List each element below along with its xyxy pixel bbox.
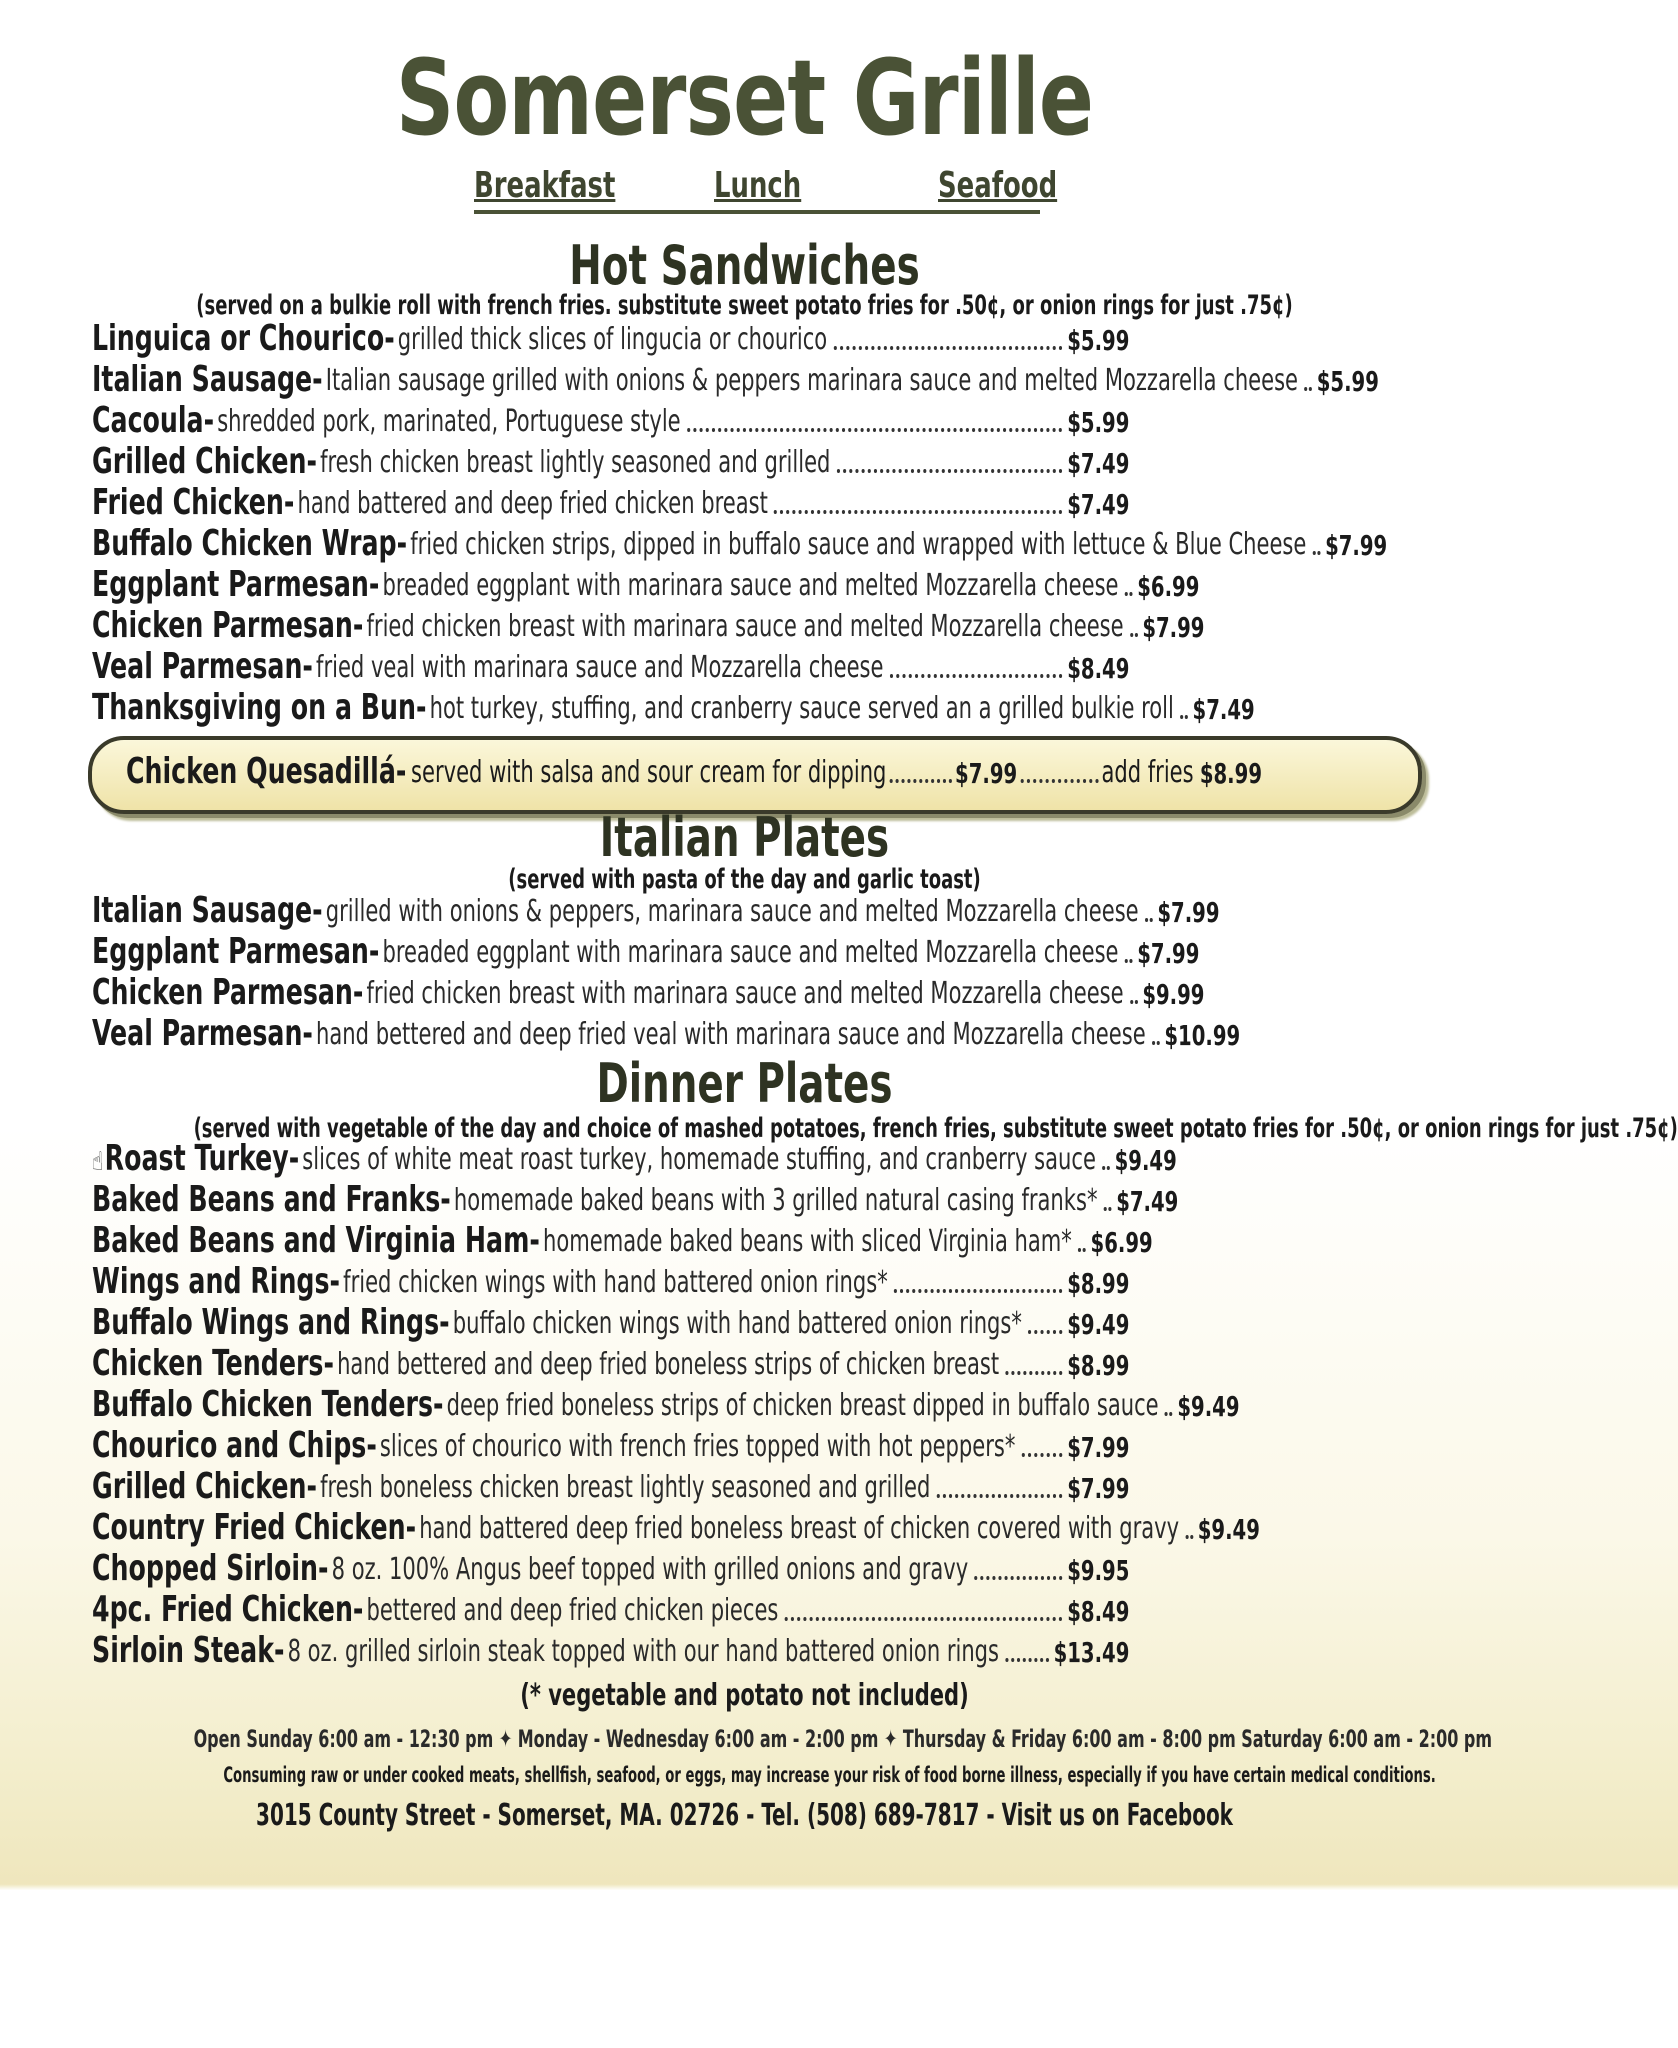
item-description: breaded eggplant with marinara sauce and melted Mozzarella cheese [382,935,1119,970]
item-name: Thanksgiving on a Bun- [92,687,427,728]
italian-plates-list [92,890,1422,1054]
special-fries-price: $8.99 [1199,757,1262,790]
dinner-plate-item [92,1425,1422,1466]
item-description: bettered and deep fried chicken pieces [366,1593,779,1628]
address-contact: 3015 County Street - Somerset, MA. 02726 - Tel. (508) 689-7817 - Visit us on Facebook [256,1798,1233,1833]
item-description: hand bettered and deep fried veal with marinara sauce and Mozzarella cheese [316,1017,1146,1052]
restaurant-title: Somerset Grille [395,37,1094,159]
hot-sandwich-item [92,605,1422,646]
dot-leader [785,1617,1063,1621]
item-name: Chicken Tenders- [92,1343,334,1384]
dot-leader [1005,1658,1049,1662]
item-price: $13.49 [1053,1636,1130,1669]
dot-leader [937,1494,1063,1498]
item-name: Sirloin Steak- [92,1630,285,1671]
hot-sandwiches-list [92,318,1422,728]
dot-leader [1145,918,1153,922]
dot-leader [1180,715,1188,719]
item-price: $8.99 [1067,1267,1130,1300]
item-price: $8.49 [1067,652,1130,685]
item-description: hand battered and deep fried chicken breast [297,486,768,521]
item-description: breaded eggplant with marinara sauce and melted Mozzarella cheese [382,568,1119,603]
dinner-plate-item [92,1138,1422,1179]
item-price: $9.49 [1197,1513,1260,1546]
item-description: hot turkey, stuffing, and cranberry sauce served an a grilled bulkie roll [429,691,1174,726]
opening-hours: Open Sunday 6:00 am - 12:30 pm ✦ Monday - Wednesday 6:00 am - 2:00 pm ✦ Thursday & Friday 6:00 am - 8:00 pm Saturday 6:00 am - 2:00 pm [193,1725,1493,1753]
item-price: $7.99 [1142,611,1205,644]
item-price: $10.99 [1164,1019,1241,1052]
dot-leader [1020,779,1098,783]
item-description: fresh chicken breast lightly seasoned and grilled [320,445,831,480]
item-price: $9.95 [1067,1554,1130,1587]
italian-plate-item [92,972,1422,1013]
item-price: $7.99 [1137,937,1200,970]
dot-leader [1185,1535,1193,1539]
dinner-plates-note: (served with vegetable of the day and choice of mashed potatoes, french fries, substitute sweet potato fries for .50¢, or onion rings for just .75¢) [193,1113,1678,1144]
item-name: Buffalo Chicken Wrap- [92,523,408,564]
item-name: Chicken Parmesan- [92,605,364,646]
item-description: fried chicken breast with marinara sauce and melted Mozzarella cheese [366,976,1124,1011]
dot-leader [1078,1248,1086,1252]
item-name: Grilled Chicken- [92,1466,317,1507]
dot-leader [1130,633,1138,637]
dot-leader [1304,387,1312,391]
special-fries-label: add fries [1101,755,1194,790]
dinner-plates-title: Dinner Plates [596,1052,893,1115]
dinner-plates-list [92,1138,1422,1671]
italian-plate-item [92,1013,1422,1054]
hot-sandwich-item [92,400,1422,441]
item-name: Chopped Sirloin- [92,1548,329,1589]
item-name: Wings and Rings- [92,1261,341,1302]
item-description: fried chicken strips, dipped in buffalo sauce and wrapped with lettuce & Blue Cheese [410,527,1307,562]
item-price: $7.99 [1157,896,1220,929]
hot-sandwiches-title: Hot Sandwiches [569,234,920,297]
hot-sandwich-item [92,564,1422,605]
dinner-plate-item [92,1507,1422,1548]
item-name: Baked Beans and Franks- [92,1179,451,1220]
item-name: Buffalo Wings and Rings- [92,1302,450,1343]
item-price: $7.49 [1192,693,1255,726]
dot-leader [1022,1453,1063,1457]
item-name: Veal Parmesan- [92,646,313,687]
dot-leader [974,1576,1062,1580]
hot-sandwich-item [92,482,1422,523]
item-description: grilled with onions & peppers, marinara sauce and melted Mozzarella cheese [325,894,1139,929]
hot-sandwich-item [92,646,1422,687]
item-price: $9.49 [1067,1308,1130,1341]
item-price: $8.49 [1067,1595,1130,1628]
category-breakfast: Breakfast [474,165,616,206]
item-price: $7.99 [1067,1431,1130,1464]
item-price: $7.49 [1067,488,1130,521]
dot-leader [1028,1330,1062,1334]
item-name: Grilled Chicken- [92,441,317,482]
menu-categories [474,164,1058,214]
item-description: 8 oz. grilled sirloin steak topped with our hand battered onion rings [287,1634,1000,1669]
item-price: $7.49 [1067,447,1130,480]
item-name: Fried Chicken- [92,482,295,523]
special-item-chicken-quesadilla [88,736,1422,814]
dinner-plate-item [92,1589,1422,1630]
item-price: $5.99 [1316,365,1379,398]
item-price: $9.49 [1177,1390,1240,1423]
item-price: $6.99 [1137,570,1200,603]
item-description: deep fried boneless strips of chicken breast dipped in buffalo sauce [446,1388,1159,1423]
item-description: homemade baked beans with sliced Virginia ham* [543,1224,1072,1259]
item-description: fried chicken breast with marinara sauce and melted Mozzarella cheese [366,609,1124,644]
item-name: Italian Sausage- [92,890,323,931]
item-name: Linguica or Chourico- [92,318,395,359]
item-price: $6.99 [1090,1226,1153,1259]
dot-leader [1152,1041,1160,1045]
item-name: Chourico and Chips- [92,1425,377,1466]
item-price: $7.99 [1325,529,1388,562]
dinner-plate-item [92,1343,1422,1384]
item-name: Baked Beans and Virginia Ham- [92,1220,540,1261]
dinner-plate-item [92,1548,1422,1589]
item-description: slices of chourico with french fries topped with hot peppers* [379,1429,1016,1464]
item-description: hand bettered and deep fried boneless strips of chicken breast [337,1347,1000,1382]
special-description: served with salsa and sour cream for dipping [411,755,887,790]
dinner-plate-item [92,1630,1422,1671]
italian-plate-item [92,890,1422,931]
item-description: grilled thick slices of lingucia or chourico [397,322,828,357]
hot-sandwich-item [92,318,1422,359]
item-price: $9.99 [1142,978,1205,1011]
dot-leader [837,469,1063,473]
italian-plates-title: Italian Plates [599,806,890,869]
item-name: Buffalo Chicken Tenders- [92,1384,444,1425]
item-name: Country Fried Chicken- [92,1507,417,1548]
item-description: buffalo chicken wings with hand battered onion rings* [452,1306,1022,1341]
item-description: slices of white meat roast turkey, homemade stuffing, and cranberry sauce [302,1142,1096,1177]
hot-sandwich-item [92,687,1422,728]
hot-sandwich-item [92,523,1422,564]
item-name: 4pc. Fried Chicken- [92,1589,364,1630]
dot-leader [890,674,1063,678]
hot-sandwich-item [92,441,1422,482]
category-seafood: Seafood [938,165,1058,206]
dot-leader [1313,551,1321,555]
hot-sandwiches-note: (served on a bulkie roll with french fries. substitute sweet potato fries for .50¢, or onion rings for just .75¢) [196,290,1293,321]
item-price: $5.99 [1067,406,1130,439]
item-description: Italian sausage grilled with onions & peppers marinara sauce and melted Mozzarella cheese [325,363,1299,398]
dinner-plates-footnote: (* vegetable and potato not included) [520,1678,969,1713]
category-lunch: Lunch [714,165,802,206]
dot-leader [1130,1000,1138,1004]
item-description: homemade baked beans with 3 grilled natural casing franks* [453,1183,1098,1218]
dot-leader [1102,1166,1110,1170]
dot-leader [1005,1371,1062,1375]
dot-leader [774,510,1062,514]
item-price: $7.99 [1067,1472,1130,1505]
dinner-plate-item [92,1384,1422,1425]
food-safety-warning: Consuming raw or under cooked meats, shellfish, seafood, or eggs, may increase your risk of food borne illness, especially if you have certain medical conditions. [223,1763,1436,1787]
dot-leader [1125,592,1133,596]
italian-plates-note: (served with pasta of the day and garlic toast) [508,864,981,895]
dot-leader [1104,1207,1112,1211]
dinner-plate-item [92,1220,1422,1261]
hot-sandwich-item [92,359,1422,400]
item-description: fried chicken wings with hand battered onion rings* [343,1265,888,1300]
dot-leader [1165,1412,1173,1416]
special-price: $7.99 [955,757,1018,790]
item-name: Cacoula- [92,400,215,441]
item-name: Chicken Parmesan- [92,972,364,1013]
special-name: Chicken Quesadillá- [126,751,407,792]
item-name: Eggplant Parmesan- [92,564,380,605]
item-name: Eggplant Parmesan- [92,931,380,972]
item-name: Veal Parmesan- [92,1013,313,1054]
item-price: $7.49 [1116,1185,1179,1218]
dot-leader [1125,959,1133,963]
item-description: fried veal with marinara sauce and Mozzarella cheese [316,650,884,685]
italian-plate-item [92,931,1422,972]
item-price: $8.99 [1067,1349,1130,1382]
dot-leader [894,1289,1063,1293]
dot-leader [687,428,1063,432]
dinner-plate-item [92,1261,1422,1302]
dot-leader [833,346,1062,350]
item-price: $5.99 [1067,324,1130,357]
item-description: 8 oz. 100% Angus beef topped with grilled onions and gravy [331,1552,969,1587]
dinner-plate-item [92,1179,1422,1220]
dot-leader [890,779,952,783]
item-name: Roast Turkey- [104,1138,300,1179]
dinner-plate-item [92,1302,1422,1343]
item-description: hand battered deep fried boneless breast of chicken covered with gravy [419,1511,1180,1546]
pointing-hand-icon: ☝ [92,1147,104,1177]
item-price: $9.49 [1114,1144,1177,1177]
item-description: fresh boneless chicken breast lightly seasoned and grilled [320,1470,931,1505]
item-description: shredded pork, marinated, Portuguese style [217,404,681,439]
item-name: Italian Sausage- [92,359,323,400]
dinner-plate-item [92,1466,1422,1507]
